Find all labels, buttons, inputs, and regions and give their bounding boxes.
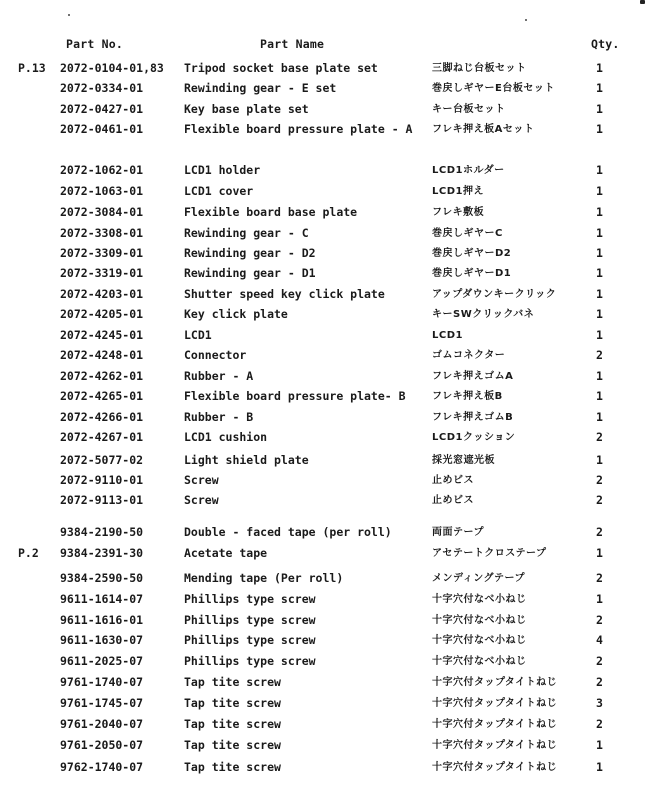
part-number: 2072-4267-01 — [60, 430, 144, 444]
part-name: Key click plate — [184, 307, 288, 321]
part-number: 9761-2040-07 — [60, 717, 144, 731]
table-row — [0, 225, 655, 242]
japanese-part-name: ゴムコネクター — [432, 350, 506, 361]
japanese-part-name: 十字穴付なべ小ねじ — [432, 615, 527, 626]
part-number: 2072-4265-01 — [60, 389, 144, 403]
table-row — [0, 674, 655, 691]
part-number: 2072-9113-01 — [60, 493, 144, 507]
quantity: 2 — [596, 654, 603, 668]
table-row — [0, 245, 655, 262]
quantity: 1 — [596, 546, 603, 560]
part-number: 9761-1745-07 — [60, 696, 144, 710]
page-reference: P.2 — [18, 546, 39, 560]
quantity: 3 — [596, 696, 603, 710]
japanese-part-name: アップダウンキークリック — [432, 289, 557, 300]
header-part-no: Part No. — [66, 37, 123, 51]
part-number: 2072-4262-01 — [60, 369, 144, 383]
scan-speck — [525, 19, 527, 21]
japanese-part-name: フレキ押えゴムB — [432, 412, 514, 423]
japanese-part-name: キー台板セット — [432, 104, 506, 115]
table-row — [0, 265, 655, 282]
quantity: 1 — [596, 453, 603, 467]
part-name: Flexible board base plate — [184, 205, 358, 219]
part-number: 2072-0334-01 — [60, 81, 144, 95]
japanese-part-name: 止めビス — [432, 495, 474, 506]
table-row — [0, 429, 655, 446]
scan-speck — [68, 14, 70, 16]
japanese-part-name: 十字穴付なべ小ねじ — [432, 656, 527, 667]
japanese-part-name: LCD1ホルダー — [432, 165, 505, 176]
part-number: 2072-1063-01 — [60, 184, 144, 198]
part-name: Flexible board pressure plate - A — [184, 122, 413, 136]
quantity: 1 — [596, 205, 603, 219]
quantity: 1 — [596, 81, 603, 95]
part-number: 2072-3309-01 — [60, 246, 144, 260]
table-row — [0, 591, 655, 608]
japanese-part-name: 十字穴付タップタイトねじ — [432, 762, 558, 773]
part-name: Tap tite screw — [184, 760, 281, 774]
part-name: Phillips type screw — [184, 654, 316, 668]
table-row — [0, 306, 655, 323]
quantity: 1 — [596, 389, 603, 403]
table-row — [0, 492, 655, 509]
table-row — [0, 409, 655, 426]
quantity: 2 — [596, 717, 603, 731]
part-name: Rewinding gear - D1 — [184, 266, 316, 280]
part-name: Connector — [184, 348, 247, 362]
quantity: 2 — [596, 473, 603, 487]
part-name: Screw — [184, 473, 219, 487]
part-number: 2072-4248-01 — [60, 348, 144, 362]
japanese-part-name: 十字穴付タップタイトねじ — [432, 698, 558, 709]
quantity: 2 — [596, 430, 603, 444]
table-row — [0, 695, 655, 712]
table-row — [0, 632, 655, 649]
japanese-part-name: フレキ押え板Aセット — [432, 124, 535, 135]
part-number: 9384-2590-50 — [60, 571, 144, 585]
table-row — [0, 60, 655, 77]
part-number: 9761-1740-07 — [60, 675, 144, 689]
table-row — [0, 80, 655, 97]
part-name: Rubber - A — [184, 369, 254, 383]
japanese-part-name: 十字穴付タップタイトねじ — [432, 719, 558, 730]
quantity: 2 — [596, 613, 603, 627]
part-name: Acetate tape — [184, 546, 268, 560]
table-row — [0, 347, 655, 364]
part-number: 2072-3084-01 — [60, 205, 144, 219]
part-name: Tap tite screw — [184, 738, 281, 752]
table-row — [0, 759, 655, 776]
japanese-part-name: フレキ押えゴムA — [432, 371, 514, 382]
page-reference: P.13 — [18, 61, 46, 75]
japanese-part-name: 止めビス — [432, 475, 474, 486]
part-name: Phillips type screw — [184, 633, 316, 647]
part-name: Tap tite screw — [184, 696, 281, 710]
part-name: Flexible board pressure plate- B — [184, 389, 406, 403]
quantity: 1 — [596, 226, 603, 240]
part-number: 9611-1630-07 — [60, 633, 144, 647]
part-number: 2072-0461-01 — [60, 122, 144, 136]
japanese-part-name: キーSWクリックバネ — [432, 309, 535, 320]
part-number: 2072-4266-01 — [60, 410, 144, 424]
table-row — [0, 716, 655, 733]
part-name: LCD1 holder — [184, 163, 261, 177]
table-row — [0, 472, 655, 489]
part-name: Screw — [184, 493, 219, 507]
table-row — [0, 101, 655, 118]
part-name: Rewinding gear - D2 — [184, 246, 316, 260]
table-row — [0, 368, 655, 385]
part-number: 2072-4245-01 — [60, 328, 144, 342]
part-number: 2072-4205-01 — [60, 307, 144, 321]
quantity: 2 — [596, 525, 603, 539]
part-name: Tap tite screw — [184, 717, 281, 731]
part-number: 9611-2025-07 — [60, 654, 144, 668]
part-number: 9611-1616-01 — [60, 613, 144, 627]
table-row — [0, 653, 655, 670]
quantity: 1 — [596, 122, 603, 136]
part-name: Phillips type screw — [184, 592, 316, 606]
japanese-part-name: 巻戻しギヤーD2 — [432, 248, 512, 259]
table-row — [0, 524, 655, 541]
quantity: 1 — [596, 592, 603, 606]
part-name: Mending tape (Per roll) — [184, 571, 344, 585]
quantity: 1 — [596, 163, 603, 177]
table-row — [0, 388, 655, 405]
part-name: Tripod socket base plate set — [184, 61, 378, 75]
part-number: 9761-2050-07 — [60, 738, 144, 752]
quantity: 2 — [596, 675, 603, 689]
table-row — [0, 286, 655, 303]
quantity: 1 — [596, 369, 603, 383]
quantity: 1 — [596, 102, 603, 116]
quantity: 4 — [596, 633, 603, 647]
part-name: LCD1 cover — [184, 184, 254, 198]
part-name: Light shield plate — [184, 453, 309, 467]
quantity: 1 — [596, 184, 603, 198]
japanese-part-name: LCD1 — [432, 330, 463, 341]
quantity: 1 — [596, 61, 603, 75]
quantity: 1 — [596, 738, 603, 752]
part-name: Shutter speed key click plate — [184, 287, 385, 301]
part-name: Phillips type screw — [184, 613, 316, 627]
table-row — [0, 162, 655, 179]
part-name: Tap tite screw — [184, 675, 281, 689]
japanese-part-name: 巻戻しギヤーE台板セット — [432, 83, 555, 94]
japanese-part-name: 巻戻しギヤーD1 — [432, 268, 512, 279]
quantity: 2 — [596, 493, 603, 507]
part-name: Rewinding gear - C — [184, 226, 309, 240]
header-part-name: Part Name — [260, 37, 325, 51]
part-number: 2072-4203-01 — [60, 287, 144, 301]
japanese-part-name: LCD1クッション — [432, 432, 516, 443]
table-row — [0, 327, 655, 344]
japanese-part-name: 十字穴付タップタイトねじ — [432, 740, 558, 751]
japanese-part-name: 十字穴付タップタイトねじ — [432, 677, 558, 688]
part-number: 9384-2391-30 — [60, 546, 144, 560]
part-name: Rubber - B — [184, 410, 254, 424]
part-name: Key base plate set — [184, 102, 309, 116]
japanese-part-name: 採光窓遮光板 — [432, 455, 495, 466]
table-row — [0, 452, 655, 469]
corner-mark — [640, 0, 645, 4]
quantity: 2 — [596, 348, 603, 362]
part-name: Double - faced tape (per roll) — [184, 525, 392, 539]
part-number: 2072-3319-01 — [60, 266, 144, 280]
japanese-part-name: 三脚ねじ台板セット — [432, 63, 527, 74]
part-number: 2072-1062-01 — [60, 163, 144, 177]
part-number: 9762-1740-07 — [60, 760, 144, 774]
table-row — [0, 737, 655, 754]
japanese-part-name: メンディングテープ — [432, 573, 525, 584]
quantity: 1 — [596, 328, 603, 342]
part-name: Rewinding gear - E set — [184, 81, 337, 95]
japanese-part-name: アセテートクロステープ — [432, 548, 547, 559]
quantity: 1 — [596, 246, 603, 260]
table-row — [0, 183, 655, 200]
table-row — [0, 570, 655, 587]
part-number: 2072-9110-01 — [60, 473, 144, 487]
japanese-part-name: フレキ押え板B — [432, 391, 503, 402]
quantity: 1 — [596, 266, 603, 280]
quantity: 1 — [596, 410, 603, 424]
japanese-part-name: LCD1押え — [432, 186, 484, 197]
part-number: 2072-3308-01 — [60, 226, 144, 240]
part-number: 2072-5077-02 — [60, 453, 144, 467]
part-name: LCD1 — [184, 328, 212, 342]
japanese-part-name: 十字穴付なべ小ねじ — [432, 594, 527, 605]
table-row — [0, 204, 655, 221]
table-row — [0, 545, 655, 562]
japanese-part-name: 両面テープ — [432, 527, 484, 538]
japanese-part-name: 巻戻しギヤーC — [432, 228, 503, 239]
part-number: 2072-0427-01 — [60, 102, 144, 116]
japanese-part-name: フレキ敷板 — [432, 207, 485, 218]
quantity: 1 — [596, 307, 603, 321]
table-row — [0, 612, 655, 629]
part-number: 2072-0104-01,83 — [60, 61, 164, 75]
header-qty: Qty. — [591, 37, 620, 51]
quantity: 2 — [596, 571, 603, 585]
quantity: 1 — [596, 287, 603, 301]
table-row — [0, 121, 655, 138]
quantity: 1 — [596, 760, 603, 774]
japanese-part-name: 十字穴付なべ小ねじ — [432, 635, 527, 646]
part-number: 9611-1614-07 — [60, 592, 144, 606]
part-name: LCD1 cushion — [184, 430, 268, 444]
part-number: 9384-2190-50 — [60, 525, 144, 539]
